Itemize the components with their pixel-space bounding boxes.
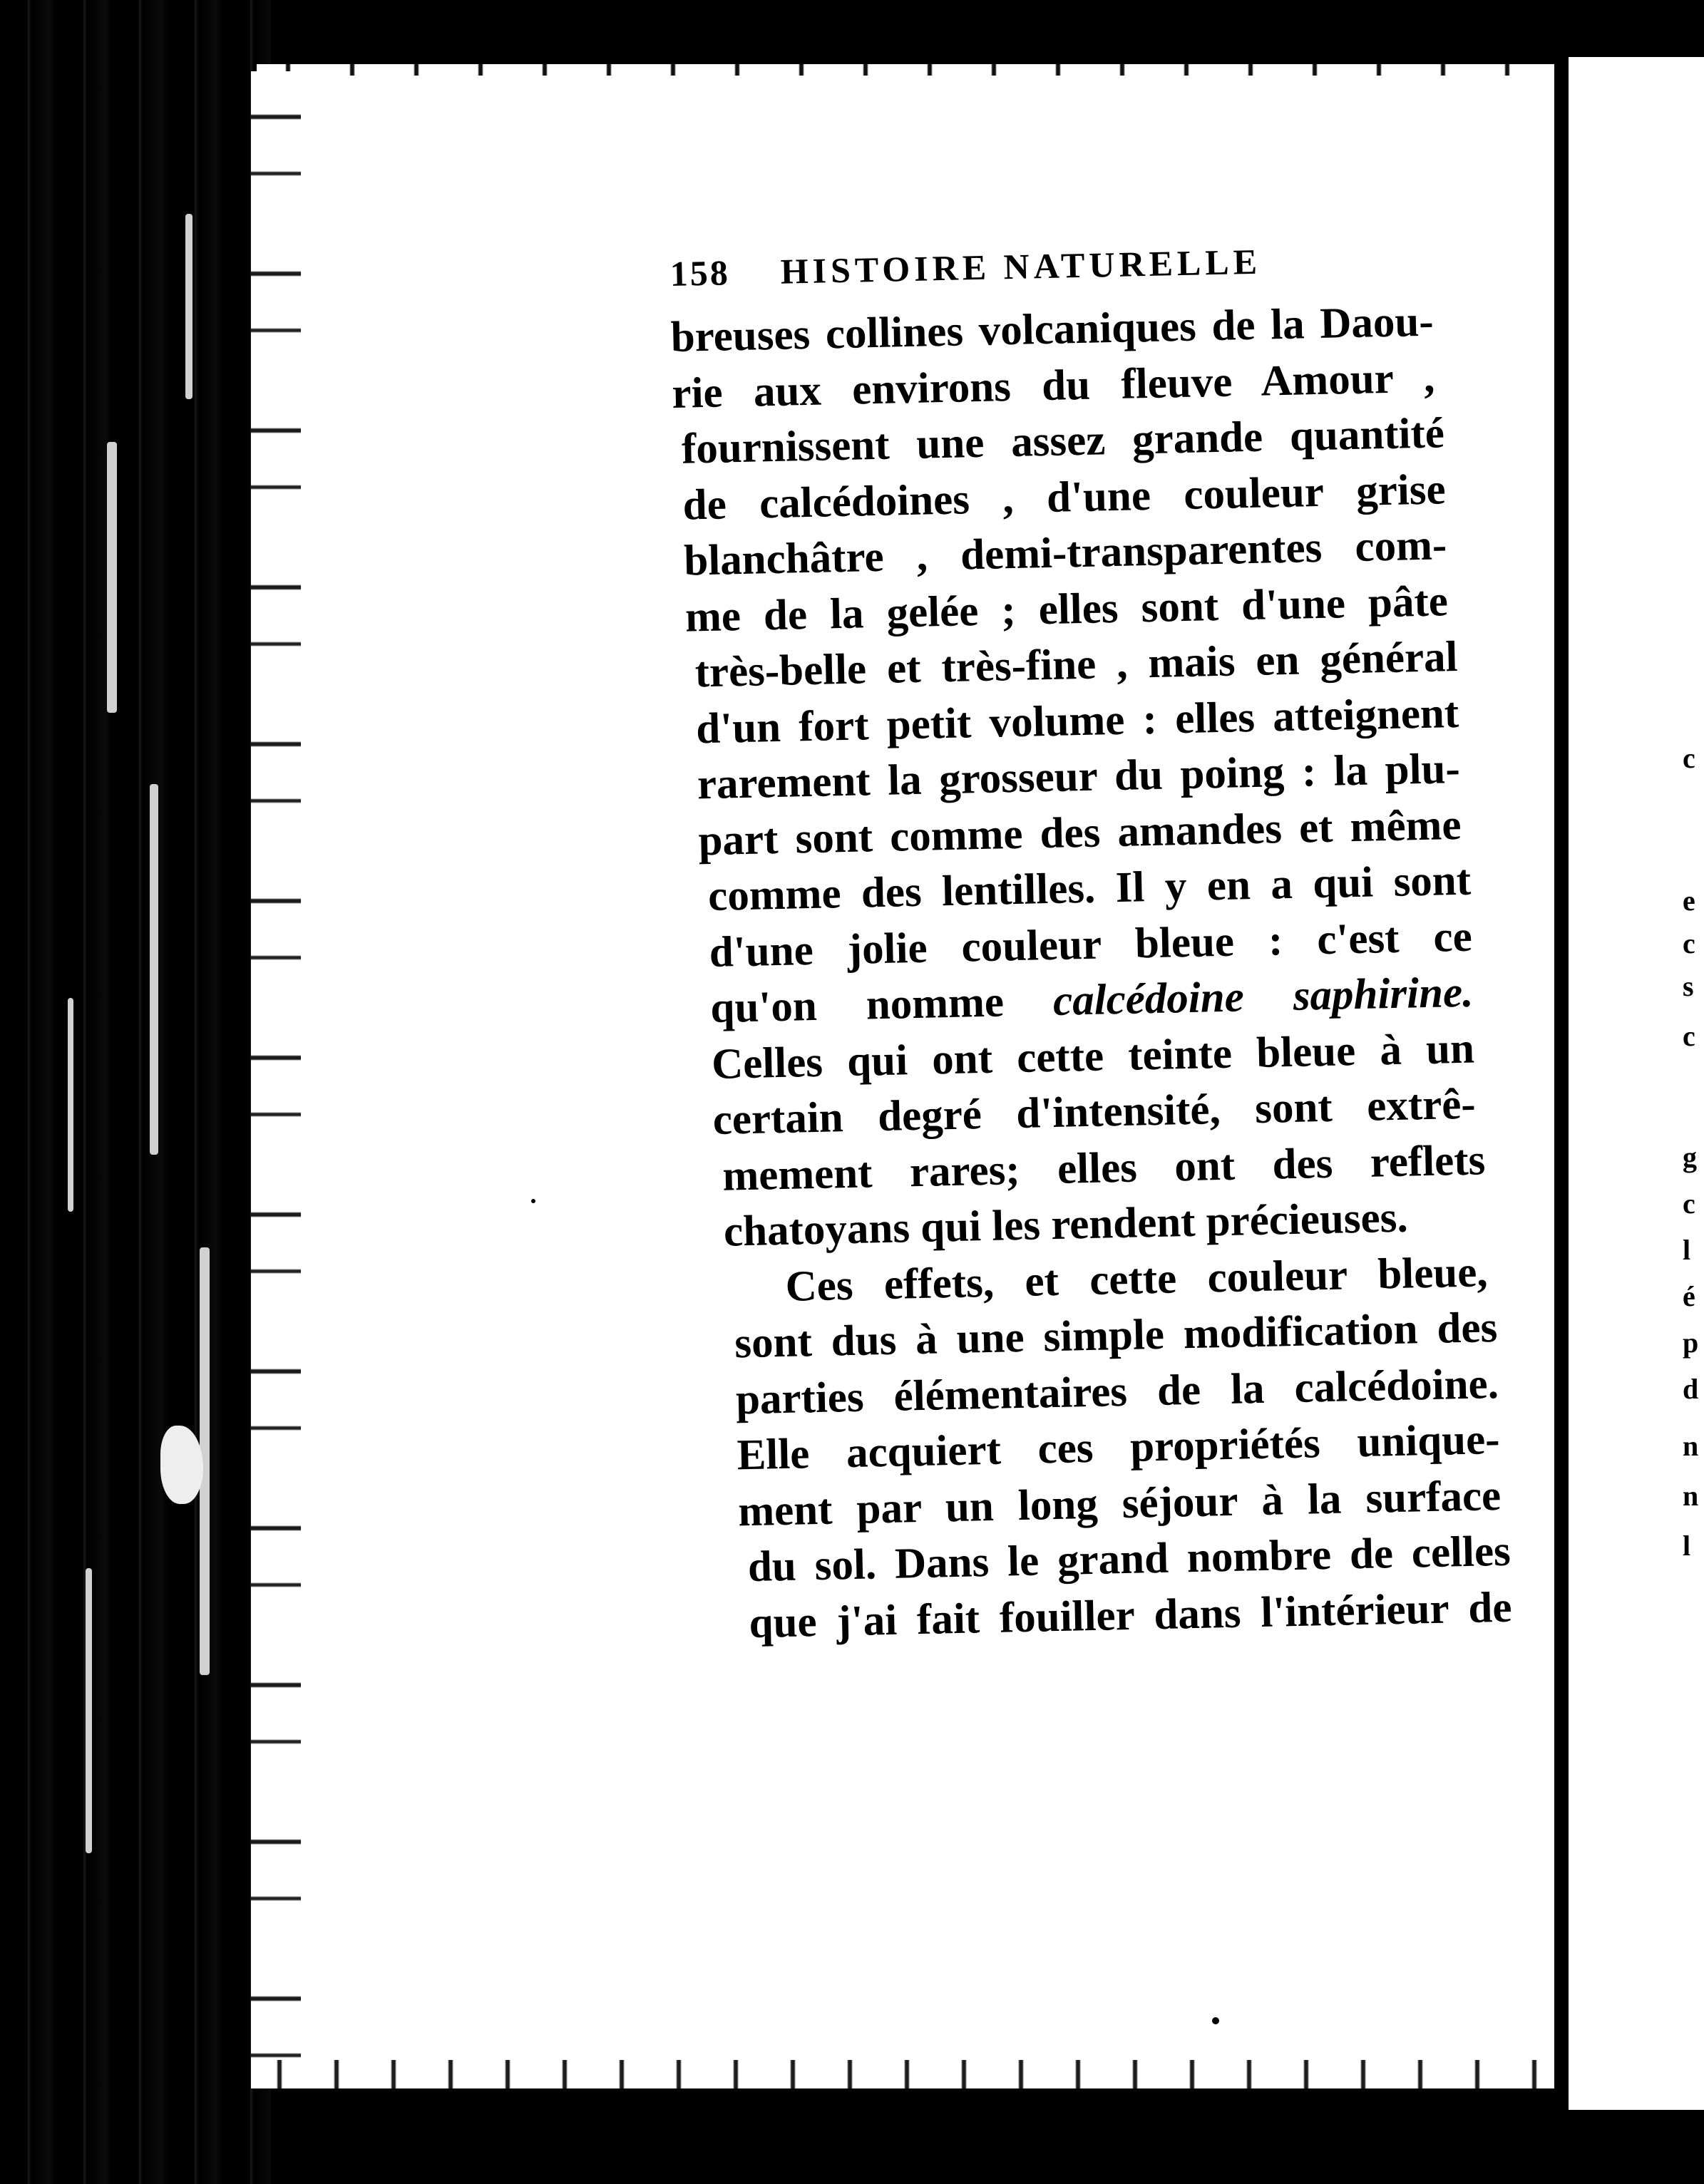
ink-speck (531, 1199, 535, 1203)
gutter (1556, 57, 1569, 2110)
binding-streak (150, 784, 158, 1155)
text-line: de calcédoines , d'une couleur grise (682, 465, 1447, 530)
book-binding (0, 0, 271, 2184)
text-line: part sont comme des amandes et même (697, 800, 1462, 865)
facing-page-letter: c (1683, 927, 1695, 959)
text-line: me de la gelée ; elles sont d'une pâte (684, 577, 1449, 642)
text-line: rarement la grosseur du poing : la plu- (697, 744, 1461, 809)
facing-page-letter: e (1683, 885, 1695, 917)
facing-page-letter: c (1683, 742, 1695, 774)
text-line: d'un fort petit volume : elles atteignent (695, 689, 1459, 753)
facing-page-letter: l (1683, 1234, 1691, 1266)
text-line: chatoyans qui les rendent précieuses. (723, 1193, 1409, 1256)
binding-streak (107, 442, 117, 713)
facing-page-letter: c (1683, 1020, 1695, 1052)
text-line: ment par un long séjour à la surface (737, 1471, 1502, 1535)
binding-streak (185, 214, 193, 399)
text-line: d'une jolie couleur bleue : c'est ce (709, 912, 1473, 977)
text-line: rie aux environs du fleuve Amour , (671, 354, 1435, 418)
text-line: mement rares; elles ont des reflets (722, 1135, 1486, 1200)
text-line: breuses collines volcaniques de la Daou- (670, 297, 1434, 361)
text-line: Celles qui ont cette teinte bleue à un (711, 1024, 1475, 1088)
binding-streak (68, 998, 73, 1212)
binding-streak (86, 1568, 92, 1853)
line-lead: qu'on nomme (709, 977, 1054, 1033)
running-title: HISTOIRE NATURELLE (780, 241, 1262, 292)
emphasis-term: calcédoine saphirine. (1052, 968, 1474, 1025)
ink-speck (1212, 2017, 1219, 2024)
facing-page-letter: g (1683, 1141, 1697, 1173)
text-line: Elle acquiert ces propriétés unique- (736, 1415, 1501, 1480)
facing-page-letter: n (1683, 1480, 1699, 1512)
page-edge-left (251, 71, 301, 2088)
text-line: comme des lentilles. Il y en a qui sont (707, 856, 1472, 921)
text-line: fournissent une assez grande quantité (681, 409, 1445, 473)
facing-page-letter: é (1683, 1280, 1695, 1312)
facing-page-letter: d (1683, 1373, 1699, 1405)
text-line: parties élémentaires de la calcédoine. (735, 1359, 1499, 1423)
text-line: blanchâtre , demi-transparentes com- (683, 521, 1447, 585)
page-edge-bottom (257, 2060, 1554, 2088)
facing-page-letter: p (1683, 1327, 1699, 1359)
body-text (670, 293, 1511, 1652)
facing-page-letter: c (1683, 1188, 1695, 1220)
facing-page-letter: s (1683, 970, 1694, 1002)
text-line: Ces effets, et cette couleur bleue, (785, 1247, 1489, 1311)
page-edge-top (257, 64, 1554, 76)
text-line: très-belle et très-fine , mais en général (694, 632, 1459, 697)
page-number: 158 (669, 252, 731, 294)
text-line: certain degré d'intensité, sont extrê- (712, 1080, 1477, 1144)
facing-page (1569, 57, 1704, 2110)
text-line: du sol. Dans le grand nombre de celles (747, 1527, 1511, 1592)
text-line: sont dus à une simple modification des (734, 1304, 1498, 1368)
page-text (669, 241, 1513, 1653)
text-line: que j'ai fait fouiller dans l'intérieur de (748, 1583, 1513, 1647)
facing-page-letter: n (1683, 1430, 1699, 1462)
facing-page-letter: l (1683, 1530, 1691, 1562)
